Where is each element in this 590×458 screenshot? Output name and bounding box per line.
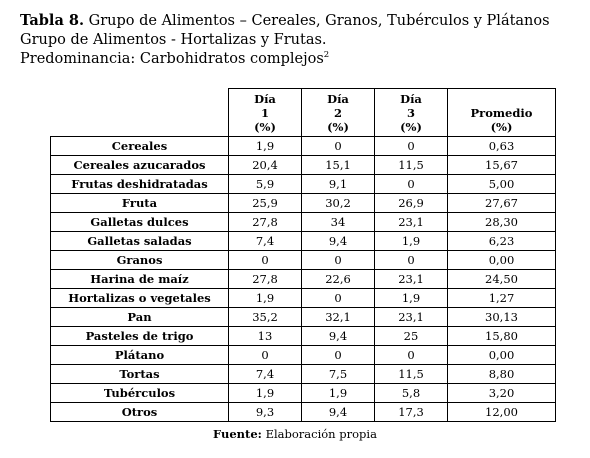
table-row: [51, 232, 556, 251]
column-header-1: [229, 89, 302, 137]
column-header-line: (%): [490, 119, 513, 134]
table-row: [51, 194, 556, 213]
row-label: Galletas saladas: [51, 232, 229, 251]
table-cell: 0: [229, 346, 302, 365]
table-cell: 34: [302, 213, 375, 232]
column-header-line: 3: [406, 105, 415, 120]
table-body: [51, 137, 556, 422]
table-cell: 7,4: [229, 365, 302, 384]
table-cell: 30,2: [302, 194, 375, 213]
caption-title: Grupo de Alimentos – Cereales, Granos, Tubérculos y Plátanos: [84, 13, 550, 29]
table-row: [51, 270, 556, 289]
table-row: [51, 384, 556, 403]
table-cell: 0: [375, 346, 448, 365]
source-label: Fuente:: [213, 427, 262, 441]
table-cell: 11,5: [375, 365, 448, 384]
table-cell: 28,30: [448, 213, 556, 232]
table-cell: 27,8: [229, 270, 302, 289]
column-header-4: [448, 89, 556, 137]
table-cell: 27,67: [448, 194, 556, 213]
table-cell: 0: [302, 346, 375, 365]
table-cell: 0: [375, 137, 448, 156]
source-text: Elaboración propia: [261, 427, 377, 441]
table-cell: 15,67: [448, 156, 556, 175]
table-cell: 15,1: [302, 156, 375, 175]
table-cell: 1,9: [302, 384, 375, 403]
column-header-line: 1: [260, 105, 269, 120]
table-cell: 0,00: [448, 251, 556, 270]
row-label: Hortalizas o vegetales: [51, 289, 229, 308]
table-cell: 20,4: [229, 156, 302, 175]
table-cell: 5,00: [448, 175, 556, 194]
table-cell: 32,1: [302, 308, 375, 327]
table-cell: 0: [375, 251, 448, 270]
row-label: Pan: [51, 308, 229, 327]
table-caption: [20, 11, 550, 69]
table-cell: 17,3: [375, 403, 448, 422]
row-label: Cereales azucarados: [51, 156, 229, 175]
table-cell: 0: [302, 251, 375, 270]
row-label: Pasteles de trigo: [51, 327, 229, 346]
table-row: [51, 346, 556, 365]
header-row: [51, 89, 556, 137]
table-cell: 9,1: [302, 175, 375, 194]
food-group-table: [50, 88, 556, 422]
table-cell: 1,9: [229, 137, 302, 156]
table-cell: 12,00: [448, 403, 556, 422]
table-cell: 26,9: [375, 194, 448, 213]
table-cell: 25,9: [229, 194, 302, 213]
column-header-2: [302, 89, 375, 137]
table-cell: 23,1: [375, 213, 448, 232]
table-row: [51, 365, 556, 384]
table-cell: 0: [302, 137, 375, 156]
row-label: Tortas: [51, 365, 229, 384]
caption-predominance: Predominancia: Carbohidratos complejos: [20, 51, 324, 67]
table-cell: 7,5: [302, 365, 375, 384]
table-cell: 0: [375, 175, 448, 194]
row-label: Harina de maíz: [51, 270, 229, 289]
row-label: Frutas deshidratadas: [51, 175, 229, 194]
table-row: [51, 308, 556, 327]
table-cell: 25: [375, 327, 448, 346]
table-cell: 35,2: [229, 308, 302, 327]
column-header-line: Día: [254, 91, 276, 106]
table-cell: 23,1: [375, 308, 448, 327]
table-cell: 0,00: [448, 346, 556, 365]
table-row: [51, 251, 556, 270]
column-header-line: Día: [400, 91, 422, 106]
column-header-line: (%): [400, 119, 422, 134]
table-row: [51, 213, 556, 232]
table-cell: 1,9: [375, 232, 448, 251]
caption-line-3: [20, 50, 550, 69]
table-cell: 0,63: [448, 137, 556, 156]
table-cell: 0: [229, 251, 302, 270]
column-header-line: (%): [254, 119, 276, 134]
table-row: [51, 156, 556, 175]
table-row: [51, 175, 556, 194]
table-row: [51, 327, 556, 346]
header-blank-cell: [51, 89, 229, 137]
row-label: Fruta: [51, 194, 229, 213]
table-row: [51, 137, 556, 156]
table-cell: 23,1: [375, 270, 448, 289]
column-header-3: [375, 89, 448, 137]
row-label: Tubérculos: [51, 384, 229, 403]
table-cell: 0: [302, 289, 375, 308]
footnote-marker: 2: [323, 50, 330, 61]
table-cell: 13: [229, 327, 302, 346]
row-label: Galletas dulces: [51, 213, 229, 232]
table-cell: 8,80: [448, 365, 556, 384]
table-cell: 9,4: [302, 327, 375, 346]
row-label: Otros: [51, 403, 229, 422]
row-label: Granos: [51, 251, 229, 270]
table-cell: 15,80: [448, 327, 556, 346]
table-number: Tabla 8.: [20, 12, 85, 29]
column-header-line: (%): [327, 119, 349, 134]
table-cell: 9,4: [302, 232, 375, 251]
table-cell: 5,9: [229, 175, 302, 194]
table-cell: 1,27: [448, 289, 556, 308]
table-row: [51, 289, 556, 308]
row-label: Cereales: [51, 137, 229, 156]
table-cell: 22,6: [302, 270, 375, 289]
table-cell: 3,20: [448, 384, 556, 403]
table-cell: 27,8: [229, 213, 302, 232]
table-cell: 1,9: [375, 289, 448, 308]
column-header-line: Día: [327, 91, 349, 106]
table-cell: 11,5: [375, 156, 448, 175]
row-label: Plátano: [51, 346, 229, 365]
table-source: [0, 427, 590, 441]
column-header-line: [448, 92, 555, 106]
table-cell: 30,13: [448, 308, 556, 327]
table-cell: 1,9: [229, 384, 302, 403]
table-row: [51, 403, 556, 422]
table-cell: 5,8: [375, 384, 448, 403]
table-cell: 1,9: [229, 289, 302, 308]
table-cell: 9,4: [302, 403, 375, 422]
column-header-line: 2: [333, 105, 342, 120]
column-header-line: Promedio: [470, 105, 533, 120]
table-cell: 6,23: [448, 232, 556, 251]
caption-line-1: [20, 11, 550, 31]
table-cell: 9,3: [229, 403, 302, 422]
table-cell: 24,50: [448, 270, 556, 289]
caption-line-2: Grupo de Alimentos - Hortalizas y Frutas.: [20, 32, 327, 48]
table-cell: 7,4: [229, 232, 302, 251]
